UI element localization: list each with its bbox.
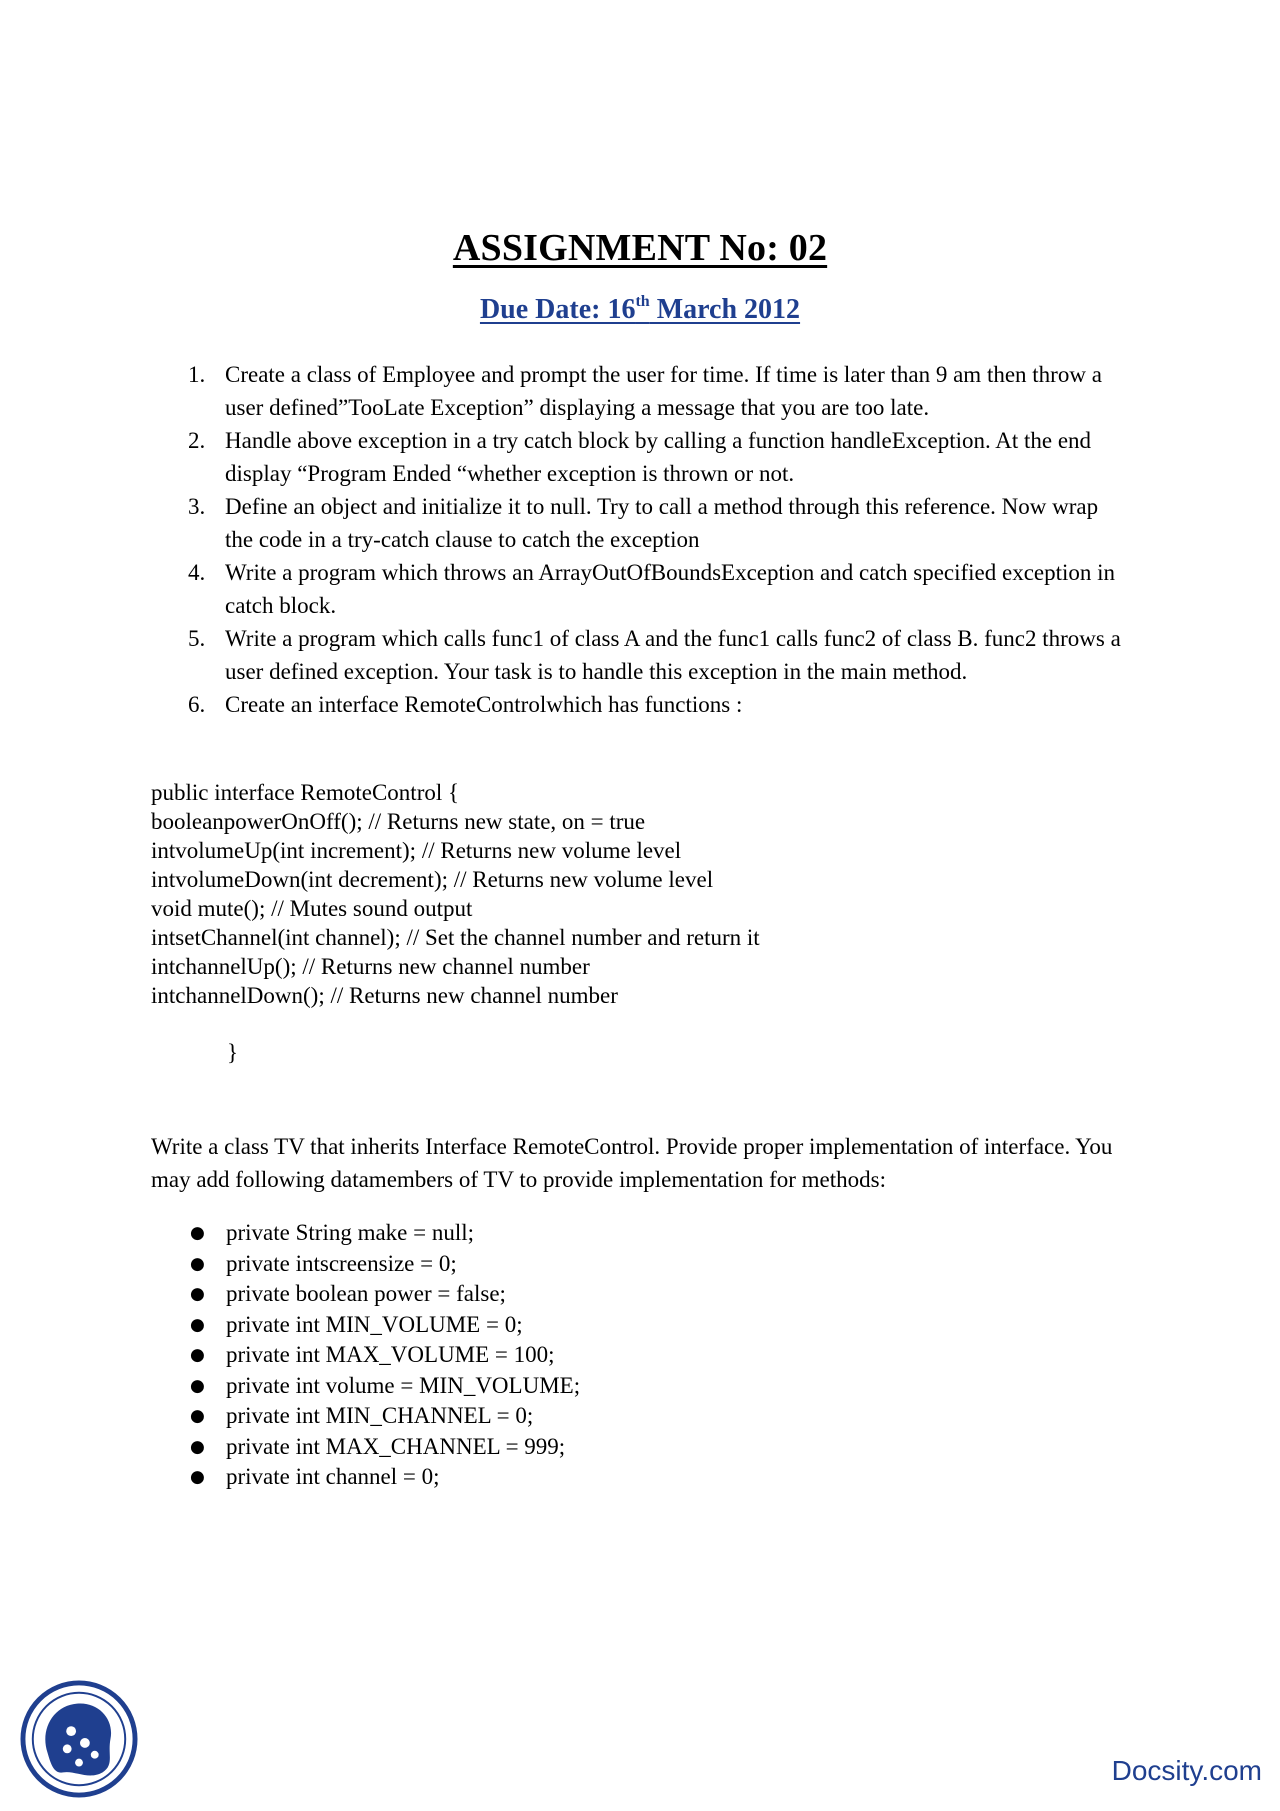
data-member-text: private int MIN_CHANNEL = 0; bbox=[226, 1403, 534, 1428]
bullet-dot-icon: ● bbox=[190, 1375, 205, 1396]
code-line: intvolumeUp(int increment); // Returns new volume level bbox=[151, 838, 682, 863]
question-text: Write a program which calls func1 of class A and the func1 calls func2 of class B. func2 throws a user defined exception. Your task is to handle this exception in the main method. bbox=[225, 626, 1121, 684]
data-member-text: private int volume = MIN_VOLUME; bbox=[226, 1372, 581, 1398]
data-member-text: private boolean power = false; bbox=[226, 1281, 506, 1306]
bullet-dot-icon: ● bbox=[190, 1436, 205, 1457]
question-number: 3. bbox=[188, 494, 206, 519]
bullet-dot-icon: ● bbox=[190, 1406, 205, 1426]
data-member-item bbox=[0, 1218, 1280, 1249]
due-date-prefix: Due Date: 16 bbox=[479, 294, 636, 325]
question-number: 5. bbox=[188, 626, 206, 651]
question-number: 1. bbox=[188, 362, 206, 387]
code-line: public interface RemoteControl { bbox=[151, 780, 460, 805]
question-item bbox=[0, 424, 1125, 490]
question-number: 6. bbox=[188, 692, 206, 717]
assignment-title: ASSIGNMENT No: 02 bbox=[452, 227, 828, 269]
question-list bbox=[0, 358, 1280, 721]
question-item bbox=[0, 490, 1125, 556]
due-date-suffix: March 2012 bbox=[649, 294, 801, 325]
code-line: booleanpowerOnOff(); // Returns new state, on = true bbox=[151, 809, 646, 834]
data-member-item bbox=[0, 1340, 1280, 1371]
bullet-dot-icon: ● bbox=[190, 1467, 205, 1487]
data-member-text: private intscreensize = 0; bbox=[226, 1250, 457, 1276]
question-number: 4. bbox=[188, 560, 206, 585]
question-number: 2. bbox=[188, 428, 206, 453]
due-date-superscript: th bbox=[635, 293, 650, 310]
question-item bbox=[0, 358, 1125, 424]
data-member-text: private int MAX_VOLUME = 100; bbox=[226, 1342, 555, 1367]
code-line: intchannelUp(); // Returns new channel number bbox=[151, 954, 590, 979]
data-member-text: private int channel = 0; bbox=[226, 1464, 440, 1489]
bullet-dot-icon: ● bbox=[190, 1314, 205, 1335]
question-item bbox=[0, 622, 1125, 688]
data-member-item bbox=[0, 1462, 1280, 1493]
instruction-paragraph: Write a class TV that inherits Interface RemoteControl. Provide proper implementation of interface. You may add following datamembers of TV to provide implementation for methods: bbox=[151, 1134, 1113, 1192]
bullet-dot-icon: ● bbox=[190, 1253, 205, 1274]
data-member-item bbox=[0, 1279, 1280, 1310]
data-member-item bbox=[0, 1432, 1280, 1463]
code-line: intchannelDown(); // Returns new channel number bbox=[151, 983, 618, 1008]
question-item bbox=[0, 556, 1125, 622]
data-member-item bbox=[0, 1310, 1280, 1341]
question-text: Create an interface RemoteControlwhich has functions : bbox=[225, 692, 743, 717]
data-member-text: private int MAX_CHANNEL = 999; bbox=[226, 1433, 566, 1459]
data-member-text: private int MIN_VOLUME = 0; bbox=[226, 1311, 523, 1337]
data-member-text: private String make = null; bbox=[226, 1220, 475, 1245]
docsity-logo-icon bbox=[20, 1680, 138, 1798]
code-line: intvolumeDown(int decrement); // Returns new volume level bbox=[151, 867, 714, 892]
question-item bbox=[0, 688, 1125, 721]
question-text: Write a program which throws an ArrayOutOfBoundsException and catch specified exception in catch block. bbox=[225, 560, 1116, 618]
due-date bbox=[0, 294, 1280, 326]
data-member-item bbox=[0, 1401, 1280, 1432]
code-line: intsetChannel(int channel); // Set the channel number and return it bbox=[151, 925, 760, 950]
code-closing-brace: } bbox=[227, 1040, 239, 1065]
question-text: Handle above exception in a try catch block by calling a function handleException. At the end display “Program Ended “whether exception is thrown or not. bbox=[225, 428, 1092, 486]
question-text: Define an object and initialize it to null. Try to call a method through this reference. Now wrap the code in a try-catch clause to catch the exception bbox=[225, 494, 1099, 552]
code-line: void mute(); // Mutes sound output bbox=[151, 896, 473, 921]
bullet-dot-icon: ● bbox=[190, 1345, 205, 1365]
data-member-item bbox=[0, 1371, 1280, 1402]
bullet-dot-icon: ● bbox=[190, 1223, 205, 1243]
question-text: Create a class of Employee and prompt the user for time. If time is later than 9 am then throw a user defined”TooLate Exception” displaying a message that you are too late. bbox=[225, 362, 1102, 420]
docsity-watermark[interactable]: Docsity.com bbox=[1111, 1755, 1262, 1786]
bullet-dot-icon: ● bbox=[190, 1284, 205, 1304]
interface-code-block bbox=[151, 778, 760, 1010]
data-members-list bbox=[0, 1218, 1280, 1493]
data-member-item bbox=[0, 1249, 1280, 1280]
